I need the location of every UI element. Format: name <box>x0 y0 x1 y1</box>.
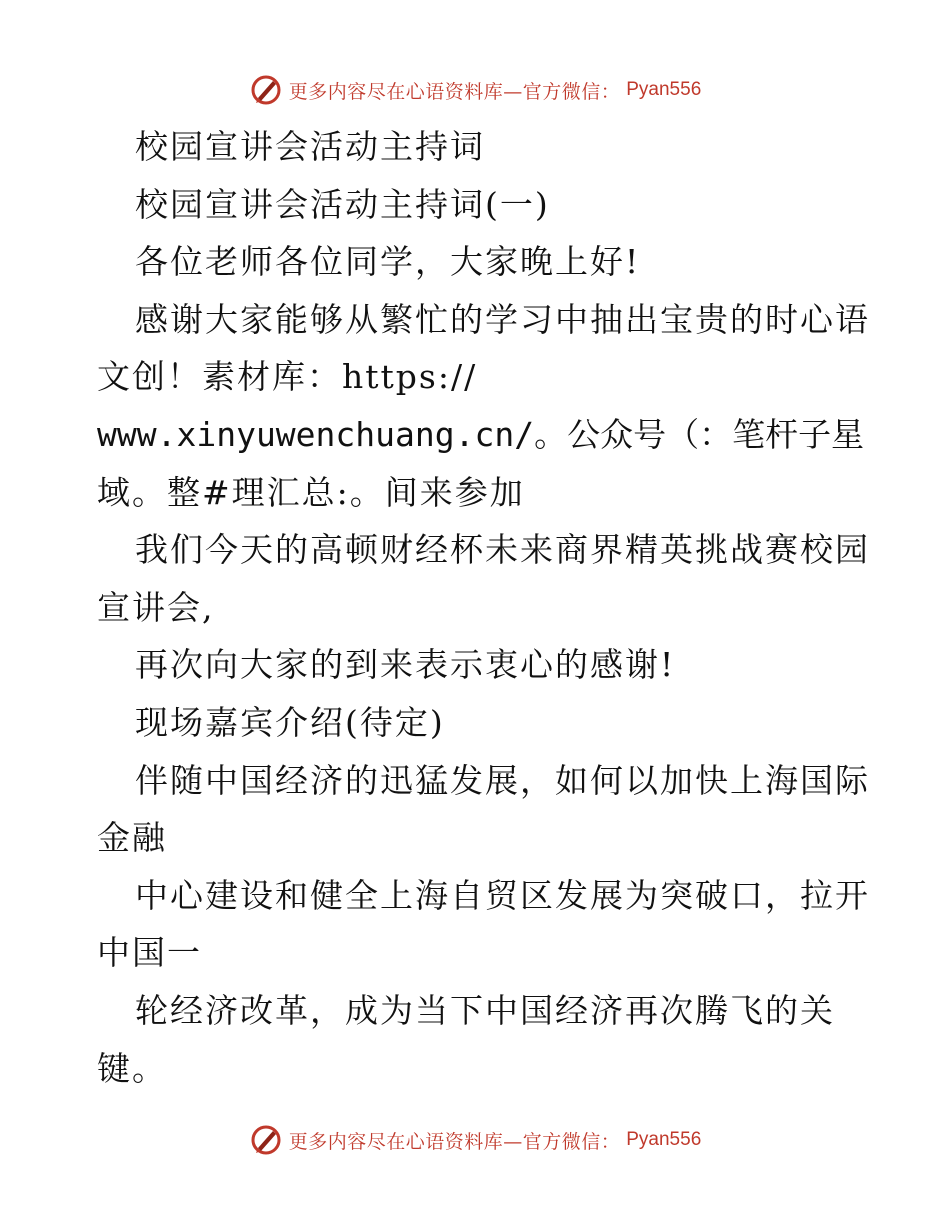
paragraph-line: 中心建设和健全上海自贸区发展为突破口，拉开 <box>135 875 870 915</box>
paragraph-line: 键。 <box>97 1048 167 1088</box>
paragraph-line: 轮经济改革，成为当下中国经济再次腾飞的关 <box>135 990 835 1030</box>
paragraph-line: 中国一 <box>97 933 202 973</box>
footer-banner <box>0 1120 950 1160</box>
document-body <box>97 118 877 1097</box>
pen-logo-icon <box>249 1123 283 1157</box>
footer-banner-text: 更多内容尽在心语资料库—官方微信： <box>288 1130 621 1153</box>
paragraph-line: 感谢大家能够从繁忙的学习中抽出宝贵的时心语 <box>135 299 870 339</box>
paragraph-line: 伴随中国经济的迅猛发展，如何以加快上海国际 <box>135 760 870 800</box>
greeting-line: 各位老师各位同学，大家晚上好! <box>135 242 641 282</box>
header-banner-text: 更多内容尽在心语资料库—官方微信： <box>288 80 621 103</box>
paragraph-line: 金融 <box>97 818 167 858</box>
header-banner <box>0 70 950 110</box>
paragraph-line: 现场嘉宾介绍(待定) <box>135 702 445 742</box>
paragraph-line-url: www.xinyuwenchuang.cn/。公众号（：笔杆子星 <box>97 414 865 454</box>
paragraph-line: 域。整#理汇总:。间来参加 <box>97 472 525 512</box>
section-title: 校园宣讲会活动主持词(一) <box>135 184 550 224</box>
footer-wechat-id: Pyan556 <box>626 1129 702 1150</box>
pen-logo-icon <box>249 73 283 107</box>
paragraph-line: 宣讲会, <box>97 587 215 627</box>
header-wechat-id: Pyan556 <box>626 79 702 100</box>
document-title: 校园宣讲会活动主持词 <box>135 127 485 166</box>
paragraph-line: 再次向大家的到来表示衷心的感谢! <box>135 645 676 685</box>
paragraph-line: 我们今天的高顿财经杯未来商界精英挑战赛校园 <box>135 530 870 570</box>
paragraph-line: 文创！素材库：https:// <box>97 357 478 397</box>
